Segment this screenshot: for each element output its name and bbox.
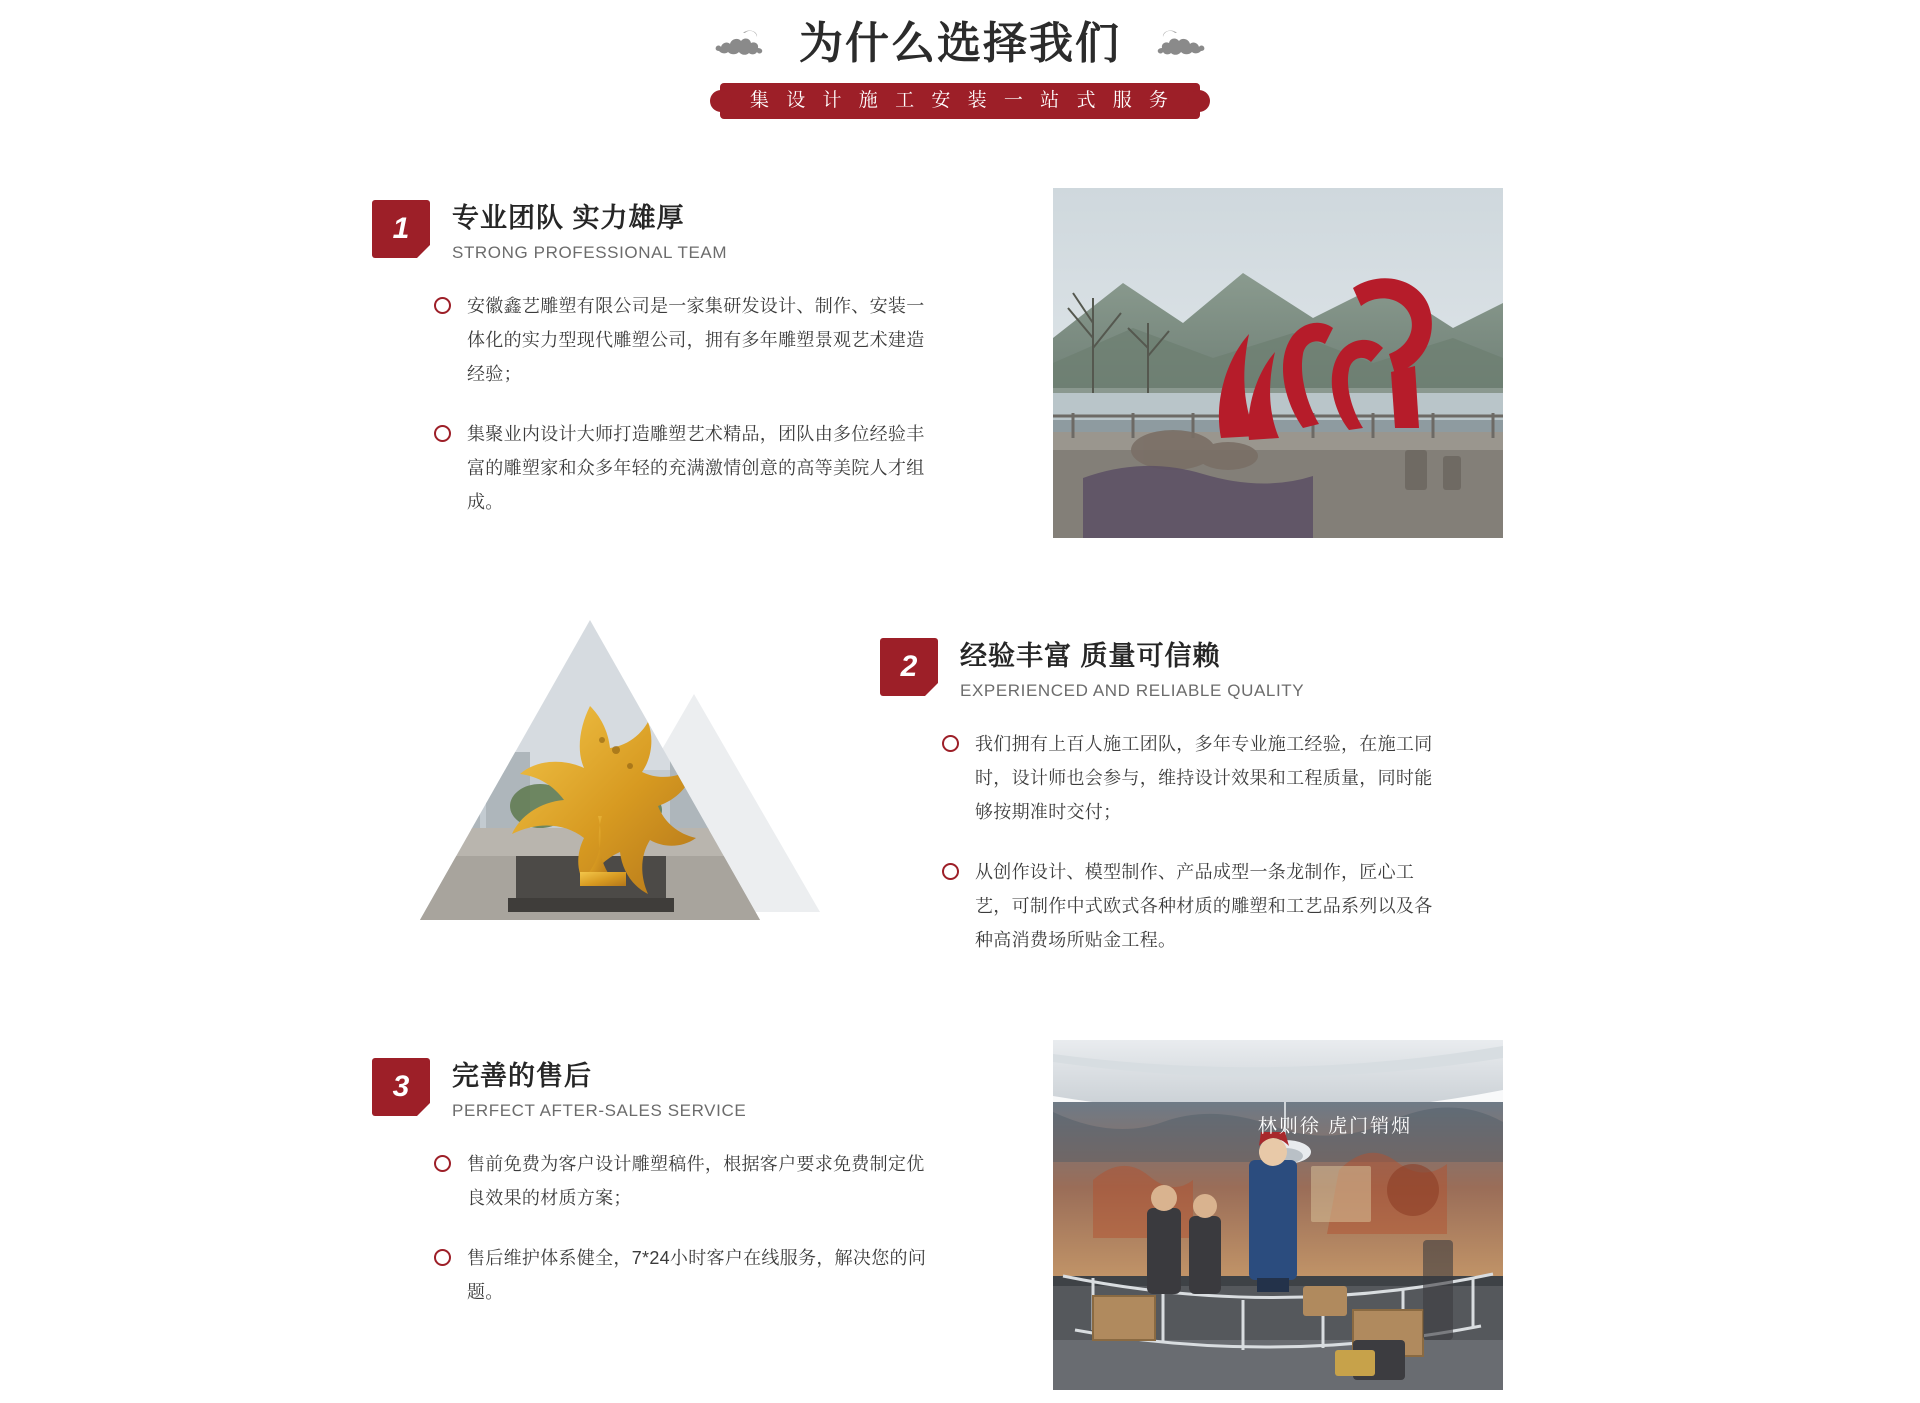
section-1-title-row	[372, 200, 932, 263]
triangle-photo-frame	[420, 620, 840, 920]
section-2	[880, 638, 1440, 957]
section-1-number-badge: 1	[372, 200, 430, 258]
section-1-bullets	[372, 289, 932, 519]
section-2-headings	[960, 638, 1304, 701]
section-3-image-wrap	[1053, 1040, 1503, 1390]
page-title: 为什么选择我们	[799, 19, 1121, 68]
section-3-number-badge: 3	[372, 1058, 430, 1116]
ring-bullet-icon	[434, 1249, 451, 1266]
svg-text:林则徐 虎门销烟: 林则徐 虎门销烟	[1257, 1116, 1413, 1137]
list-item	[434, 1147, 932, 1215]
ring-bullet-icon	[434, 1155, 451, 1172]
list-item	[942, 727, 1440, 829]
section-2-image-wrap	[420, 620, 840, 920]
section-3-bullet-1: 售前免费为客户设计雕塑稿件，根据客户要求免费制定优良效果的材质方案；	[467, 1153, 925, 1208]
section-1-text	[372, 200, 932, 519]
list-item	[434, 289, 932, 391]
section-1-bullet-1: 安徽鑫艺雕塑有限公司是一家集研发设计、制作、安装一体化的实力型现代雕塑公司，拥有多年雕塑景观艺术建造经验；	[467, 295, 925, 384]
section-2-bullets	[880, 727, 1440, 957]
list-item	[942, 855, 1440, 957]
ring-bullet-icon	[434, 297, 451, 314]
ring-bullet-icon	[942, 863, 959, 880]
page-header	[0, 0, 1920, 119]
section-3-bullets	[372, 1147, 932, 1309]
section-3-bullet-2: 售后维护体系健全，7*24小时客户在线服务，解决您的问题。	[467, 1247, 927, 1302]
section-3	[372, 1058, 932, 1309]
ring-bullet-icon	[434, 425, 451, 442]
section-3-text	[372, 1058, 932, 1309]
cloud-ornament-left-icon	[715, 27, 773, 61]
section-3-title-row	[372, 1058, 932, 1121]
section-2-bullet-1: 我们拥有上百人施工团队，多年专业施工经验，在施工同时，设计师也会参与，维持设计效果和工程质量，同时能够按期准时交付；	[975, 733, 1433, 822]
section-1-headings	[452, 200, 727, 263]
header-title-row	[0, 18, 1920, 71]
section-2-title-cn: 经验丰富 质量可信赖	[960, 641, 1221, 671]
section-1-bullet-2: 集聚业内设计大师打造雕塑艺术精品，团队由多位经验丰富的雕塑家和众多年轻的充满激情创意的高等美院人才组成。	[467, 423, 925, 512]
section-1-photo	[1053, 188, 1503, 538]
section-2-title-row	[880, 638, 1440, 701]
header-subtitle-wrap	[0, 83, 1920, 119]
section-1	[372, 200, 932, 519]
section-1-title-cn: 专业团队 实力雄厚	[452, 203, 685, 233]
section-2-bullet-2: 从创作设计、模型制作、产品成型一条龙制作，匠心工艺，可制作中式欧式各种材质的雕塑和工艺品系列以及各种高消费场所贴金工程。	[975, 861, 1433, 950]
header-subtitle-badge: 集 设 计 施 工 安 装 一 站 式 服 务	[720, 83, 1200, 119]
section-3-title-en: PERFECT AFTER-SALES SERVICE	[452, 1100, 747, 1120]
section-2-text	[880, 638, 1440, 957]
list-item	[434, 1241, 932, 1309]
section-3-photo	[1053, 1040, 1503, 1390]
section-3-headings	[452, 1058, 746, 1121]
section-3-title-cn: 完善的售后	[452, 1061, 592, 1091]
section-1-title-en: STRONG PROFESSIONAL TEAM	[452, 242, 728, 262]
list-item	[434, 417, 932, 519]
ring-bullet-icon	[942, 735, 959, 752]
section-2-number-badge: 2	[880, 638, 938, 696]
section-2-title-en: EXPERIENCED AND RELIABLE QUALITY	[960, 680, 1305, 700]
section-1-image-wrap	[1053, 188, 1503, 538]
cloud-ornament-right-icon	[1147, 27, 1205, 61]
